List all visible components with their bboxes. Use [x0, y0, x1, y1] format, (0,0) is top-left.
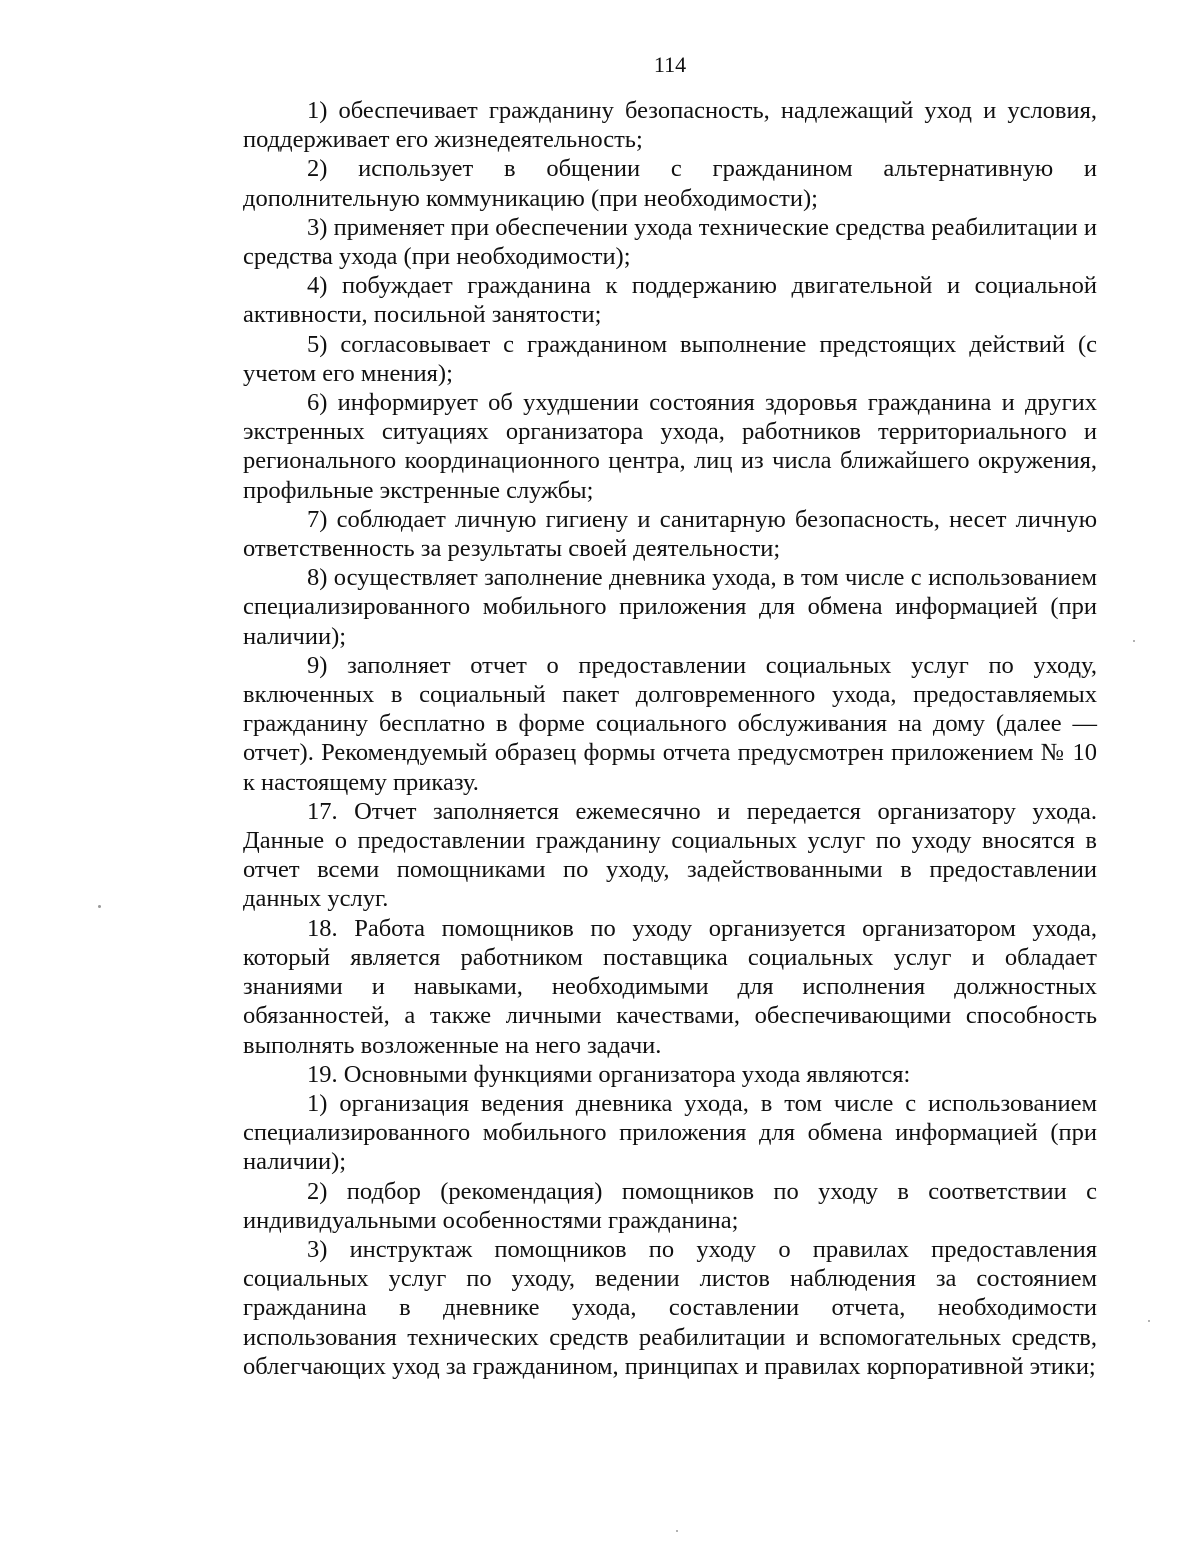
paragraph-function-3: 3) инструктаж помощников по уходу о правилах предоставления социальных услуг по уходу, ведении листов наблюдения за состоянием гражданина в дневнике ухода, составлении отчета, необходимости использования технических средств реабилитации и вспомогательных средств, облегчающих уход за гражданином, принципах и правилах корпоративной этики; — [243, 1235, 1097, 1380]
paragraph-function-2: 2) подбор (рекомендация) помощников по уходу в соответствии с индивидуальными особенностями гражданина; — [243, 1177, 1097, 1234]
paragraph-section-18: 18. Работа помощников по уходу организуется организатором ухода, который является работником поставщика социальных услуг и обладает знаниями и навыками, необходимыми для исполнения должностных обязанностей, а также личными качествами, обеспечивающими способность выполнять возложенные на него задачи. — [243, 914, 1097, 1059]
paragraph-duty-4: 4) побуждает гражданина к поддержанию двигательной и социальной активности, посильной занятости; — [243, 272, 1097, 329]
page-number: 114 — [653, 52, 687, 77]
scan-speck — [676, 1530, 678, 1532]
scan-speck — [1133, 640, 1135, 642]
scan-speck — [1148, 1320, 1150, 1322]
document-body — [243, 96, 1097, 1381]
paragraph-duty-8: 8) осуществляет заполнение дневника ухода, в том числе с использованием специализированного мобильного приложения для обмена информацией (при наличии); — [243, 564, 1097, 650]
paragraph-duty-7: 7) соблюдает личную гигиену и санитарную безопасность, несет личную ответственность за результаты своей деятельности; — [243, 505, 1097, 563]
paragraph-duty-5: 5) согласовывает с гражданином выполнение предстоящих действий (с учетом его мнения); — [243, 330, 1097, 387]
paragraph-duty-3: 3) применяет при обеспечении ухода технические средства реабилитации и средства ухода (при необходимости); — [243, 213, 1097, 271]
paragraph-duty-2: 2) использует в общении с гражданином альтернативную и дополнительную коммуникацию (при необходимости); — [243, 155, 1097, 212]
paragraph-duty-9: 9) заполняет отчет о предоставлении социальных услуг по уходу, включенных в социальный пакет долговременного ухода, предоставляемых гражданину бесплатно в форме социального обслуживания на дому (далее — отчет). Рекомендуемый образец формы отчета предусмотрен приложением № 10 к настоящему приказу. — [243, 651, 1097, 796]
paragraph-section-19: 19. Основными функциями организатора ухода являются: — [307, 1060, 911, 1088]
paragraph-duty-6: 6) информирует об ухудшении состояния здоровья гражданина и других экстренных ситуациях организатора ухода, работников территориального и регионального координационного центра, лиц из числа ближайшего окружения, профильные экстренные службы; — [243, 389, 1097, 504]
paragraph-duty-1: 1) обеспечивает гражданину безопасность, надлежащий уход и условия, поддерживает его жизнедеятельность; — [243, 97, 1097, 154]
scan-speck — [98, 905, 101, 908]
paragraph-section-17: 17. Отчет заполняется ежемесячно и передается организатору ухода. Данные о предоставлении гражданину социальных услуг по уходу вносятся в отчет всеми помощниками по уходу, задействованными в предоставлении данных услуг. — [243, 797, 1097, 913]
paragraph-function-1: 1) организация ведения дневника ухода, в том числе с использованием специализированного мобильного приложения для обмена информацией (при наличии); — [243, 1089, 1097, 1176]
